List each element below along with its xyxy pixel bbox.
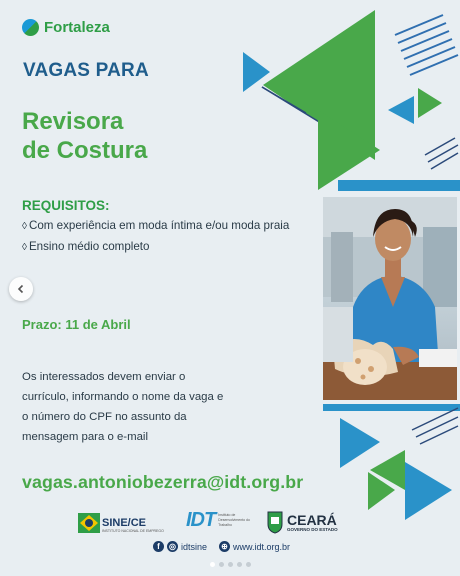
website-link[interactable]: www.idt.org.br xyxy=(233,541,291,552)
brand-name: Fortaleza xyxy=(44,19,110,36)
seamstress-photo xyxy=(323,197,457,400)
deadline: Prazo: 11 de Abril xyxy=(22,317,131,332)
carousel-dot[interactable] xyxy=(246,562,251,567)
carousel-dot[interactable] xyxy=(219,562,224,567)
job-title xyxy=(22,107,242,165)
carousel-indicators xyxy=(0,562,460,567)
sine-label: SINE/CE xyxy=(102,517,147,529)
job-title-line-1: Revisora xyxy=(22,108,124,135)
job-title-line-2: de Costura xyxy=(22,137,148,164)
ceara-government-logo xyxy=(266,510,338,534)
brazil-flag-icon xyxy=(78,513,100,533)
ceara-sublabel: GOVERNO DO ESTADO xyxy=(287,526,338,532)
sine-logo xyxy=(78,513,164,533)
requirements-title: REQUISITOS: xyxy=(22,198,110,213)
social-handle: idtsine xyxy=(181,541,208,552)
facebook-icon[interactable]: f xyxy=(153,541,164,552)
fortaleza-logo-icon xyxy=(22,19,39,36)
requirement-item: ◊ Ensino médio completo xyxy=(22,237,302,258)
ceara-label: CEARÁ xyxy=(287,511,337,528)
brand-header xyxy=(22,19,110,36)
contact-email: vagas.antoniobezerra@idt.org.br xyxy=(22,472,304,492)
globe-icon[interactable]: ⊕ xyxy=(219,541,230,552)
instagram-icon[interactable]: ◎ xyxy=(167,541,178,552)
idt-sublabel: Instituto de Desenvolvimento do Trabalho xyxy=(218,513,250,527)
idt-label: IDT xyxy=(186,509,216,531)
headline: VAGAS PARA xyxy=(23,60,149,81)
carousel-dot[interactable] xyxy=(228,562,233,567)
chevron-left-icon xyxy=(16,284,26,294)
carousel-previous-button[interactable] xyxy=(9,277,33,301)
idt-logo xyxy=(186,509,260,532)
requirement-item: ◊ Com experiência em moda íntima e/ou moda praia xyxy=(22,216,302,237)
carousel-dot-active[interactable] xyxy=(210,562,215,567)
application-instructions: Os interessados devem enviar o currículo, informando o nome da vaga e o número do CPF no assunto da mensagem para o e-mail xyxy=(22,371,224,443)
partner-logos xyxy=(0,507,460,541)
sine-sublabel: INSTITUTO NACIONAL DE EMPREGO xyxy=(102,529,164,533)
social-links xyxy=(153,541,290,552)
carousel-dot[interactable] xyxy=(237,562,242,567)
ceara-crest-icon xyxy=(266,510,284,534)
requirements-list xyxy=(22,216,302,258)
